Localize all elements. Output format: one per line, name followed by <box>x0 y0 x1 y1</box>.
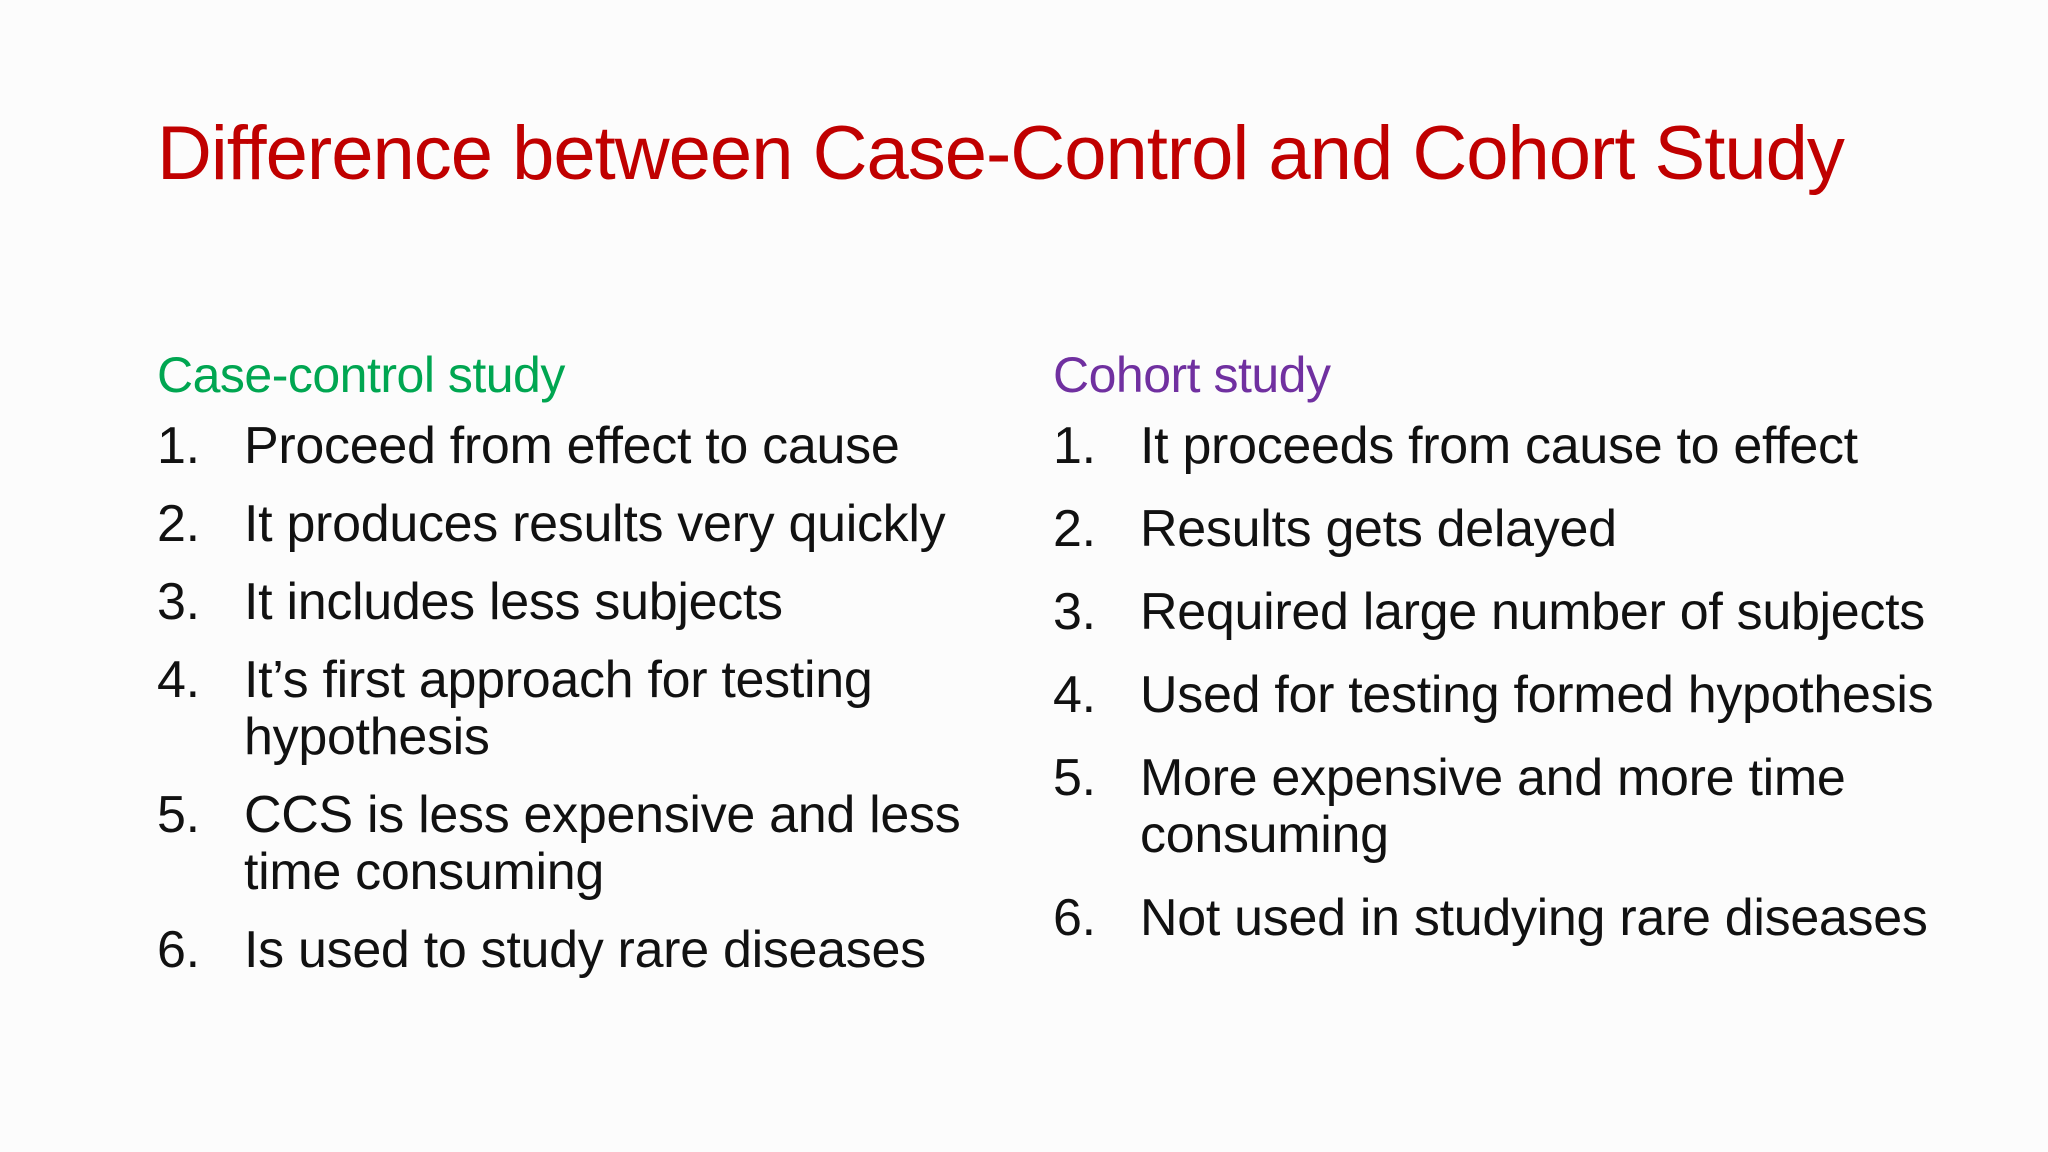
list-number: 4. <box>157 651 200 709</box>
list-item <box>1053 890 2013 947</box>
list-item-text: More expensive and more time consuming <box>1140 749 1846 864</box>
list-item-text: Not used in studying rare diseases <box>1140 889 1928 947</box>
list-item <box>1053 750 2013 864</box>
list-item <box>157 574 1017 631</box>
list-item <box>157 787 1017 901</box>
list-item <box>1053 501 2013 558</box>
list-item <box>1053 667 2013 724</box>
list-item-text: Used for testing formed hypothesis <box>1140 666 1934 724</box>
list-number: 2. <box>157 495 200 553</box>
cohort-column <box>1053 347 2013 973</box>
case-control-column <box>157 347 1017 1000</box>
list-item <box>157 418 1017 475</box>
list-item-text: Proceed from effect to cause <box>244 417 900 475</box>
list-number: 5. <box>157 786 200 844</box>
list-item-text: It produces results very quickly <box>244 495 946 553</box>
list-item-text: It proceeds from cause to effect <box>1140 417 1858 475</box>
list-item-text: Results gets delayed <box>1140 500 1617 558</box>
list-number: 1. <box>157 417 200 475</box>
list-item <box>157 496 1017 553</box>
list-item-text: It’s first approach for testing hypothesis <box>244 651 873 766</box>
list-number: 4. <box>1053 666 1096 724</box>
list-item-text: Required large number of subjects <box>1140 583 1925 641</box>
case-control-list <box>157 418 1017 979</box>
list-number: 2. <box>1053 500 1096 558</box>
cohort-list <box>1053 418 2013 947</box>
list-item <box>157 922 1017 979</box>
cohort-heading: Cohort study <box>1053 347 1331 403</box>
list-number: 3. <box>1053 583 1096 641</box>
slide-title: Difference between Case-Control and Cohort Study <box>157 111 1844 196</box>
case-control-heading: Case-control study <box>157 347 565 403</box>
list-item-text: Is used to study rare diseases <box>244 921 926 979</box>
list-item <box>157 652 1017 766</box>
list-number: 1. <box>1053 417 1096 475</box>
list-number: 3. <box>157 573 200 631</box>
list-item <box>1053 584 2013 641</box>
list-number: 5. <box>1053 749 1096 807</box>
list-item-text: It includes less subjects <box>244 573 783 631</box>
list-item <box>1053 418 2013 475</box>
list-item-text: CCS is less expensive and less time consuming <box>244 786 961 901</box>
list-number: 6. <box>157 921 200 979</box>
list-number: 6. <box>1053 889 1096 947</box>
